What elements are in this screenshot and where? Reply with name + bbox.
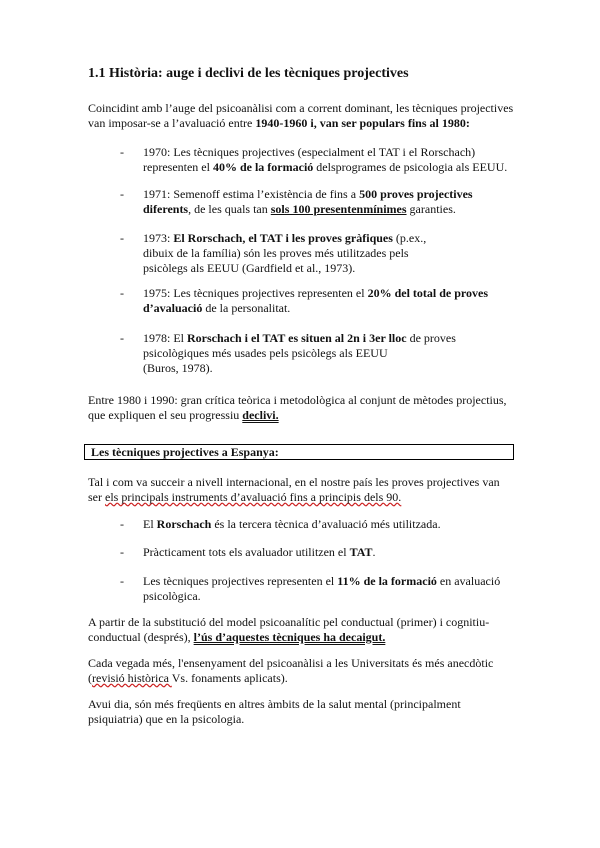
bullet-dash: -: [120, 145, 124, 159]
bullet-dash: -: [120, 231, 124, 245]
closing-paragraph-3: Avui dia, són més freqüents en altres àmbits de la salut mental (principalment psiquiatria) que en la psicologia.: [88, 697, 461, 726]
decline-paragraph: Entre 1980 i 1990: gran crítica teòrica i metodològica al conjunt de mètodes projectius, que expliquen el seu progressiu declivi.: [88, 393, 507, 422]
list-item-1978: 1978: El Rorschach i el TAT es situen al 2n i 3er lloc de proves psicològiques més usades pels psicòlegs als EEUU (Buros, 1978).: [143, 331, 456, 375]
spain-paragraph: Tal i com va succeir a nivell internacional, en el nostre país les proves projectives van ser els principals instruments d’avaluació fins a principis dels 90.: [88, 475, 500, 504]
list-item-1970: 1970: Les tècniques projectives (especialment el TAT i el Rorschach) representen el 40% de la formació delsprogrames de psicologia als EEUU.: [143, 145, 508, 174]
list-item-1971: 1971: Semenoff estima l’existència de fins a 500 proves projectives diferents, de les quals tan sols 100 presentenmínimes garanties.: [143, 187, 473, 216]
bullet-dash: -: [120, 187, 124, 201]
spain-section-heading: Les tècniques projectives a Espanya:: [84, 444, 514, 460]
bullet-dash: -: [120, 574, 124, 588]
spain-item-tat: Pràcticament tots els avaluador utilitzen el TAT.: [143, 545, 376, 559]
intro-paragraph: Coincidint amb l’auge del psicoanàlisi com a corrent dominant, les tècniques projectives van imposar-se a l’avaluació entre 1940-1960 i, van ser populars fins al 1980:: [88, 101, 514, 130]
bullet-dash: -: [120, 517, 124, 531]
bullet-dash: -: [120, 286, 124, 300]
bullet-dash: -: [120, 545, 124, 559]
list-item-1973: 1973: El Rorschach, el TAT i les proves gràfiques (p.ex., dibuix de la família) són les proves més utilitzades pels psicòlegs als EEUU (Gardfield et al., 1973).: [143, 231, 427, 275]
spain-item-formacio: Les tècniques projectives representen el 11% de la formació en avaluació psicològica.: [143, 574, 501, 603]
list-item-1975: 1975: Les tècniques projectives representen el 20% del total de proves d’avaluació de la personalitat.: [143, 286, 489, 315]
spain-item-rorschach: El Rorschach és la tercera tècnica d’avaluació més utilitzada.: [143, 517, 441, 531]
closing-paragraph-2: Cada vegada més, l'ensenyament del psicoanàlisi a les Universitats és més anecdòtic (revisió històrica Vs. fonaments aplicats).: [88, 656, 494, 685]
closing-paragraph-1: A partir de la substitució del model psicoanalític pel conductual (primer) i cognitiu- conductual (després), l’ús d’aquestes tècniques ha decaigut.: [88, 615, 490, 644]
bullet-dash: -: [120, 331, 124, 345]
section-title: 1.1 Història: auge i declivi de les tècniques projectives: [88, 66, 409, 81]
